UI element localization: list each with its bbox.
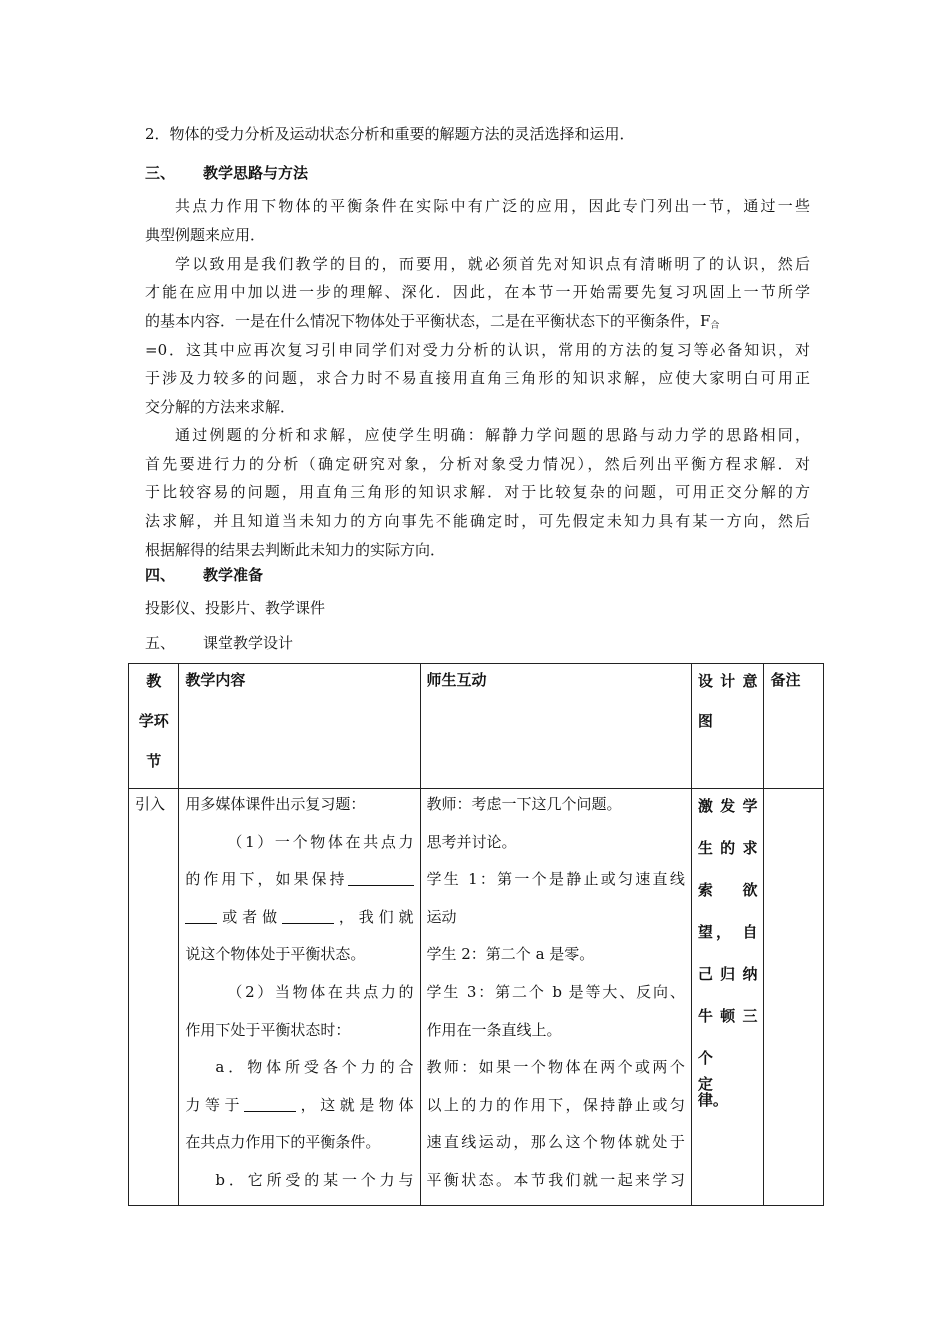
section4-number: 四、 (145, 566, 176, 584)
design-line: 牛 顿 三 (697, 1007, 758, 1025)
intro-item: 2．物体的受力分析及运动状态分析和重要的解题方法的灵活选择和运用． (145, 125, 635, 143)
s3-p2-line2: 才能在应用中加以进一步的理解、深化．因此，在本节一开始需要先复习巩固上一节所学 (145, 283, 810, 301)
section5-title: 课堂教学设计 (203, 634, 294, 652)
content-line-text: 的作用下，如果保持 (185, 870, 348, 889)
section5-heading (145, 633, 810, 653)
content-line: 作用下处于平衡状态时： (185, 1020, 351, 1039)
header-stage-line3: 节 (146, 752, 162, 770)
row-interaction (420, 789, 691, 1206)
content-line (185, 904, 413, 942)
content-line (185, 1092, 413, 1130)
content-line-text: 或者做 (217, 907, 282, 926)
fill-blank (185, 908, 217, 924)
table-header-row (129, 664, 824, 789)
interaction-line: 以上的力的作用下，保持静止或匀 (426, 1095, 685, 1114)
fill-blank (244, 1096, 296, 1112)
s3-p2-line4: =0．这其中应再次复习引申同学们对受力分析的认识，常用的方法的复习等必备知识，对 (145, 341, 810, 359)
interaction-line: 教师：考虑一下这几个问题。 (426, 795, 622, 813)
section4-title: 教学准备 (203, 566, 264, 584)
design-line: 索 欲 (697, 881, 758, 899)
section5-number: 五、 (145, 634, 176, 652)
header-content-label: 教学内容 (185, 671, 246, 689)
s3-p1-line2: 典型例题来应用． (145, 226, 266, 244)
interaction-line: 学生 1：第一个是静止或匀速直线 (426, 870, 685, 889)
content-line: 说这个物体处于平衡状态。 (185, 945, 366, 964)
header-content (179, 664, 420, 789)
content-line-text: ，我们就 (333, 907, 414, 926)
design-line: 个 定 (697, 1049, 743, 1093)
s3-p3-line5: 根据解得的结果去判断此未知力的实际方向． (145, 541, 446, 559)
content-line: b．它所受的某一个力与 (215, 1170, 414, 1189)
content-line: （1）一个物体在共点力 (227, 832, 414, 851)
content-line: a．物体所受各个力的合 (215, 1058, 414, 1077)
interaction-line: 学生 2：第二个 a 是零。 (426, 945, 595, 964)
design-line: 望， 自 (697, 923, 758, 941)
f-subscript: 合 (710, 321, 720, 331)
header-stage (129, 664, 179, 789)
header-notes-label: 备注 (770, 671, 801, 689)
content-line: 在共点力作用下的平衡条件。 (185, 1133, 381, 1152)
section3-number: 三、 (145, 164, 176, 182)
s3-p2-line6: 交分解的方法来求解． (145, 398, 296, 416)
header-design-line2: 图 (697, 712, 713, 730)
s3-p2-line5: 于涉及力较多的问题，求合力时不易直接用直角三角形的知识求解，应使大家明白可用正 (145, 369, 810, 387)
header-stage-line1: 教 (146, 672, 162, 690)
s3-p3-line4: 法求解，并且知道当未知力的方向事先不能确定时，可先假定未知力具有某一方向，然后 (145, 512, 810, 530)
row-design (691, 789, 764, 1206)
content-line (185, 866, 413, 904)
s3-p3-line3: 于比较容易的问题，用直角三角形的知识求解．对于比较复杂的问题，可用正交分解的方 (145, 483, 810, 501)
content-line: 用多媒体课件出示复习题： (185, 795, 366, 813)
design-line: 激 发 学 (697, 797, 758, 815)
interaction-line: 运动 (426, 907, 457, 926)
s3-p2-line1: 学以致用是我们教学的目的，而要用，就必须首先对知识点有清晰明了的认识，然后 (175, 255, 810, 273)
content-line-text: ，这就是物体 (296, 1095, 414, 1114)
fill-blank (282, 908, 334, 924)
interaction-line: 学生 3：第二个 b 是等大、反向、 (426, 982, 685, 1001)
interaction-line: 速直线运动，那么这个物体就处于 (426, 1133, 685, 1152)
header-stage-line2: 学环 (138, 712, 169, 730)
section4-content: 投影仪、投影片、教学课件 (145, 599, 326, 617)
s3-p2-line3-text: 的基本内容．一是在什么情况下物体处于平衡状态，二是在平衡状态下的平衡条件，F (145, 312, 711, 330)
interaction-line: 作用在一条直线上。 (426, 1020, 562, 1039)
header-interaction (420, 664, 691, 789)
header-design (691, 664, 764, 789)
interaction-line: 平衡状态。本节我们就一起来学习 (426, 1170, 685, 1189)
header-notes (764, 664, 824, 789)
s3-p3-line1: 通过例题的分析和求解，应使学生明确：解静力学问题的思路与动力学的思路相同， (175, 426, 810, 444)
row-stage-label: 引入 (135, 795, 166, 813)
section3-heading (145, 163, 810, 183)
design-line: 律。 (697, 1091, 728, 1109)
section4-heading (145, 565, 810, 585)
content-line-text: 力等于 (185, 1095, 245, 1114)
design-line: 己 归 纳 (697, 965, 758, 983)
header-design-line1: 设 计 意 (697, 672, 758, 690)
interaction-line: 教师：如果一个物体在两个或两个 (426, 1058, 685, 1077)
content-line: （2）当物体在共点力的 (227, 982, 414, 1001)
table-row (129, 789, 824, 1206)
row-notes (764, 789, 824, 1206)
s3-p1-line1: 共点力作用下物体的平衡条件在实际中有广泛的应用，因此专门列出一节，通过一些 (175, 197, 810, 215)
section3-title: 教学思路与方法 (203, 164, 309, 182)
row-stage (129, 789, 179, 1206)
design-line: 生 的 求 (697, 839, 758, 857)
header-interaction-label: 师生互动 (426, 671, 487, 689)
row-content (179, 789, 420, 1206)
s3-p3-line2: 首先要进行力的分析（确定研究对象，分析对象受力情况），然后列出平衡方程求解．对 (145, 455, 810, 473)
lesson-design-table (128, 663, 824, 1206)
fill-blank (348, 870, 414, 886)
interaction-line: 思考并讨论。 (426, 832, 517, 851)
s3-p2-line3 (145, 311, 810, 336)
